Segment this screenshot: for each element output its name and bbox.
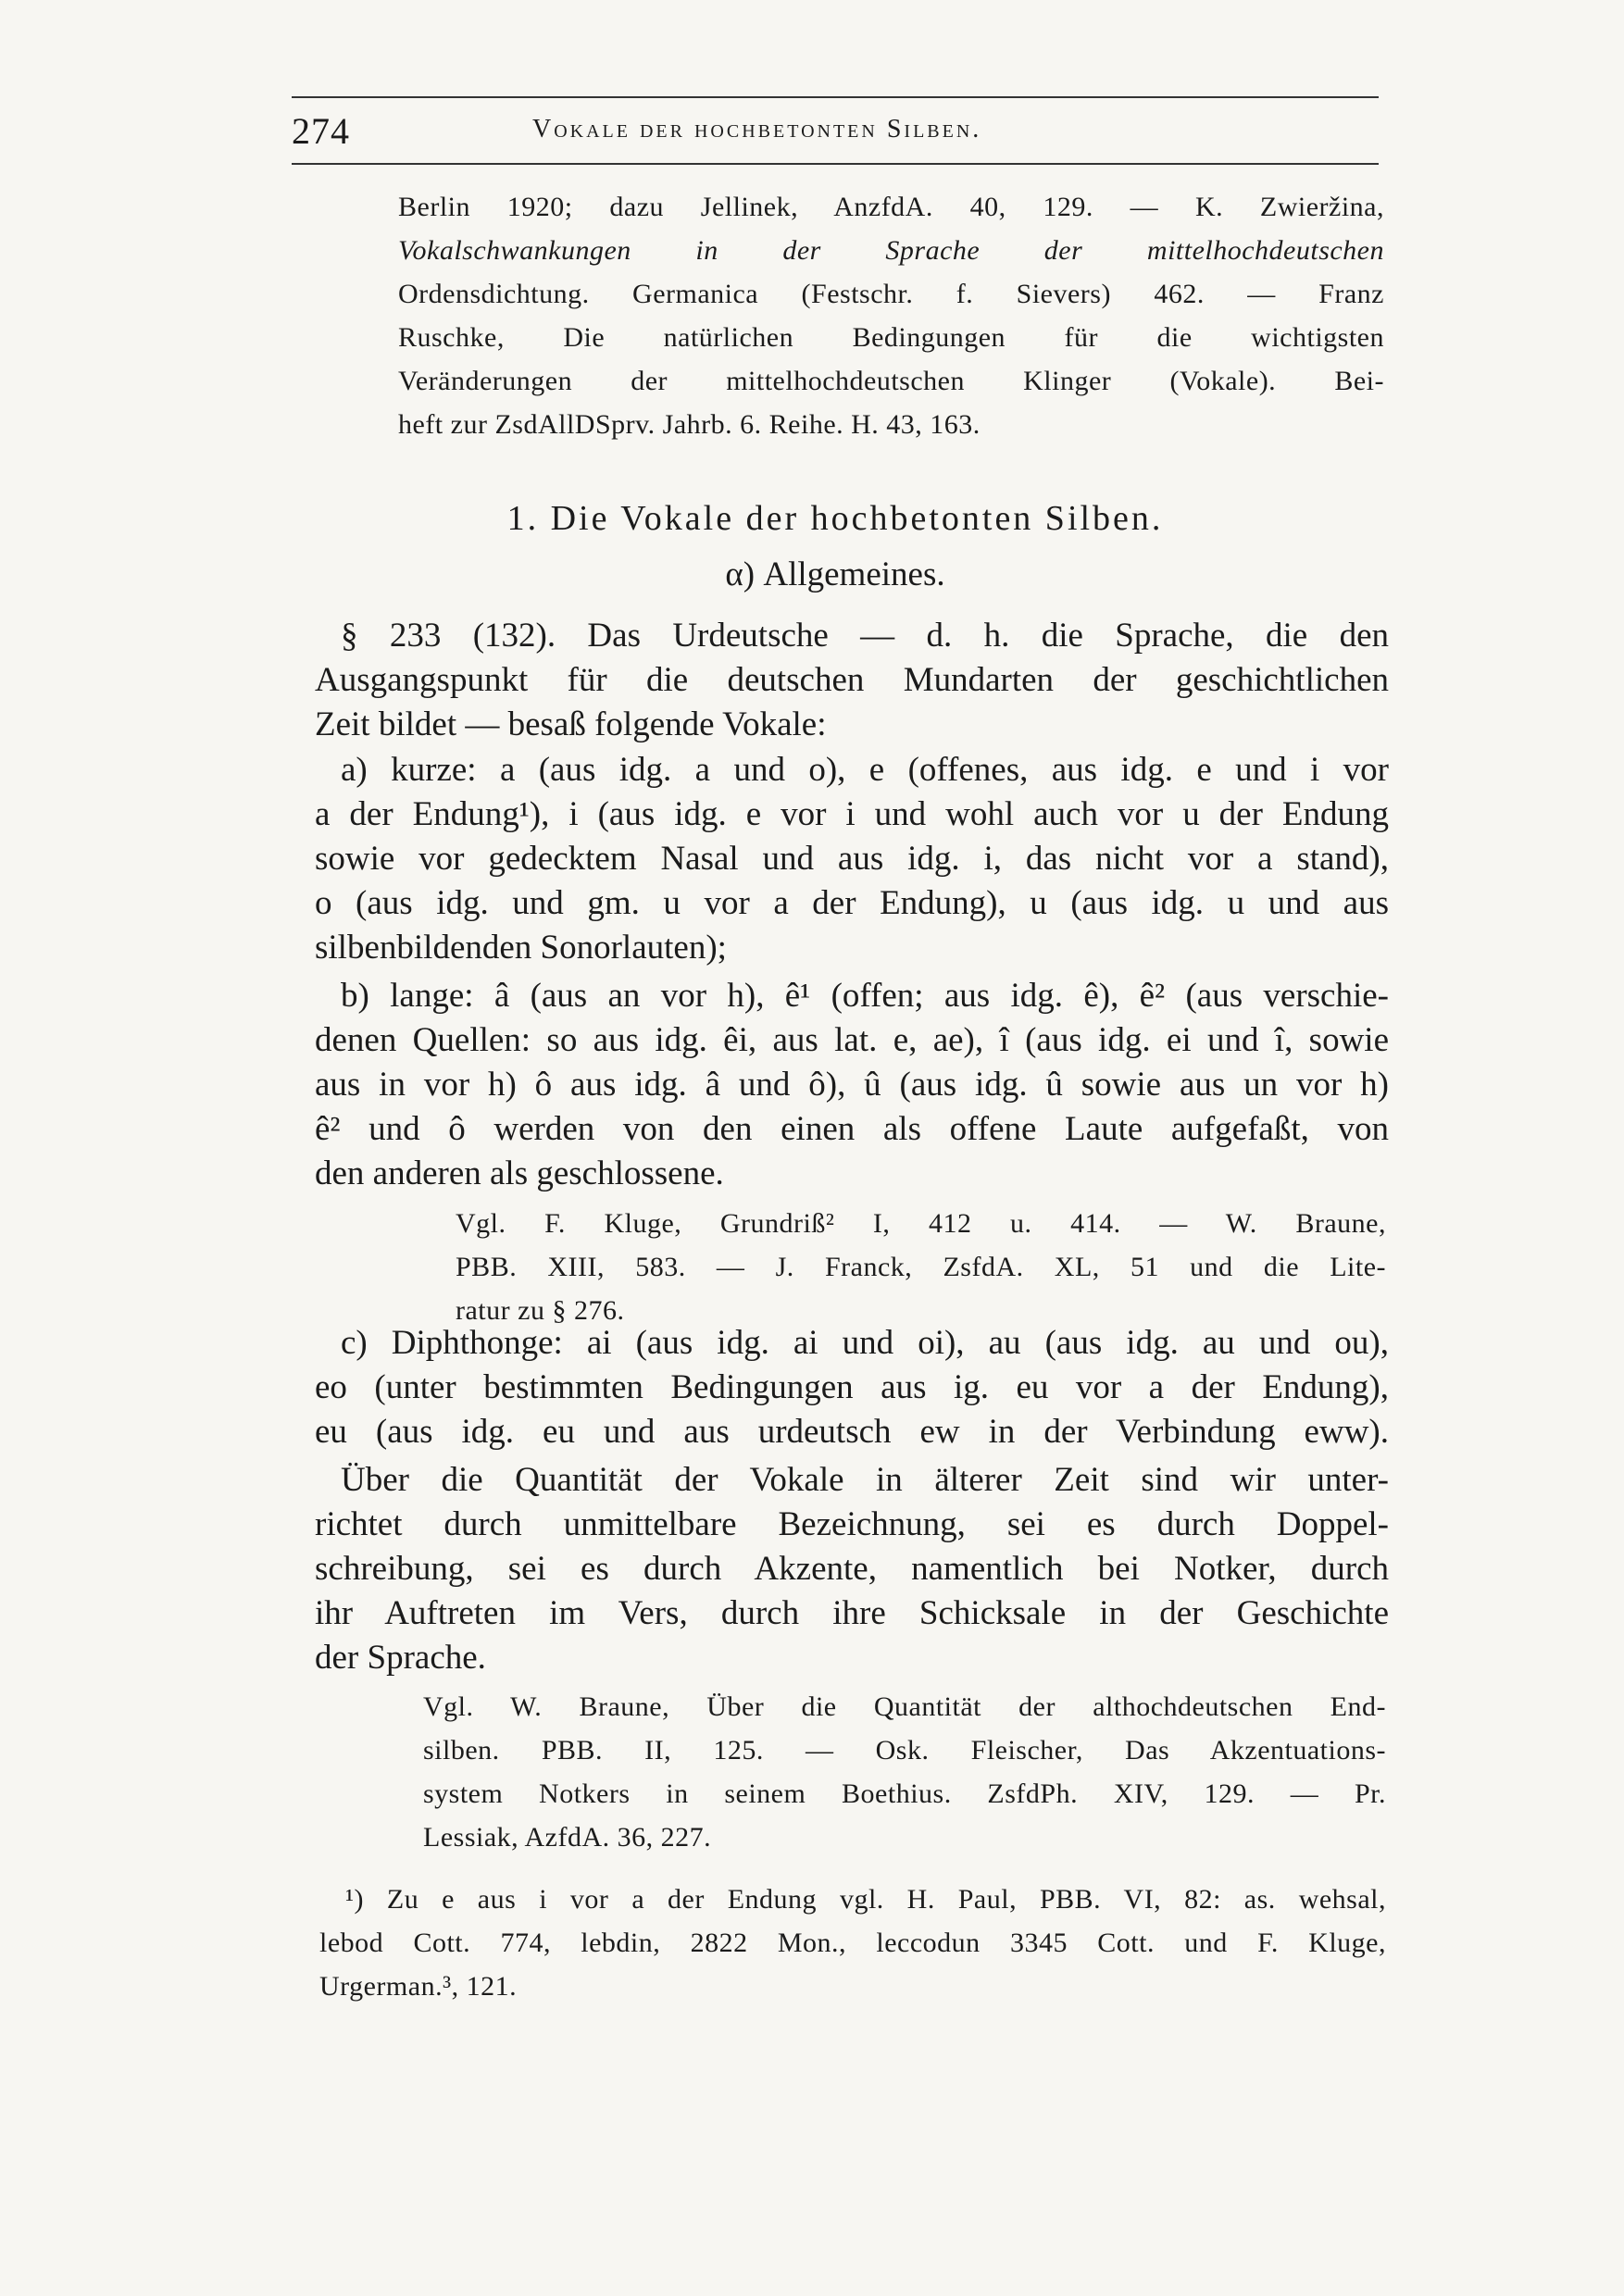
item-c-diphthongs [315,1321,1389,1454]
text-line: aus in vor h) ô aus idg. â und ô), û (aus idg. û sowie aus un vor h) [315,1066,1389,1104]
text-line: Vgl. F. Kluge, Grundriß² I, 412 u. 414. — W. Braune, [456,1208,1386,1239]
header-bottom-rule [292,163,1379,165]
text-line: Über die Quantität der Vokale in älterer Zeit sind wir unter- [341,1461,1389,1499]
text-line: a der Endung¹), i (aus idg. e vor i und wohl auch vor u der Endung [315,795,1389,833]
text-line: system Notkers in seinem Boethius. ZsfdPh. XIV, 129. — Pr. [423,1778,1386,1809]
text-line: PBB. XIII, 583. — J. Franck, ZsfdA. XL, 51 und die Lite- [456,1252,1386,1282]
item-a-short-vowels [315,748,1389,970]
note-kluge-braune [456,1202,1386,1332]
item-b-long-vowels [315,974,1389,1196]
note-braune-fleischer [423,1685,1386,1859]
running-header [292,104,1379,159]
running-title: Vokale der hochbetonten Silben. [532,115,982,144]
text-line: ê² und ô werden von den einen als offene Laute aufgefaßt, von [315,1110,1389,1148]
text-line: o (aus idg. und gm. u vor a der Endung), u (aus idg. u und aus [315,884,1389,922]
subsection-heading: α) Allgemeines. [725,555,945,593]
paragraph-233 [315,614,1389,747]
text-line: Ordensdichtung. Germanica (Festschr. f. Sievers) 462. — Franz [398,279,1384,309]
text-line: der Sprache. [315,1639,486,1677]
text-line: richtet durch unmittelbare Bezeichnung, sei es durch Doppel- [315,1505,1389,1543]
text-line: Veränderungen der mittelhochdeutschen Klinger (Vokale). Bei- [398,366,1384,396]
text-line: denen Quellen: so aus idg. êi, aus lat. e, ae), î (aus idg. ei und î, sowie [315,1021,1389,1059]
text-line: c) Diphthonge: ai (aus idg. ai und oi), au (aus idg. au und ou), [341,1324,1389,1362]
header-top-rule [292,96,1379,98]
text-line: Vgl. W. Braune, Über die Quantität der althochdeutschen End- [423,1691,1386,1722]
text-line: sowie vor gedecktem Nasal und aus idg. i, das nicht vor a stand), [315,840,1389,878]
text-line: Berlin 1920; dazu Jellinek, AnzfdA. 40, 129. — K. Zwieržina, [398,192,1384,222]
text-line: silbenbildenden Sonorlauten); [315,929,727,967]
text-line: eo (unter bestimmten Bedingungen aus ig. eu vor a der Endung), [315,1368,1389,1406]
paragraph-quantity [315,1458,1389,1680]
text-line: ratur zu § 276. [456,1295,625,1326]
text-line: a) kurze: a (aus idg. a und o), e (offenes, aus idg. e und i vor [341,751,1389,789]
text-line: silben. PBB. II, 125. — Osk. Fleischer, Das Akzentuations- [423,1735,1386,1766]
text-line: Ausgangspunkt für die deutschen Mundarten der geschichtlichen [315,661,1389,699]
text-line: lebod Cott. 774, lebdin, 2822 Mon., leccodun 3345 Cott. und F. Kluge, [319,1928,1386,1958]
text-line: heft zur ZsdAllDSprv. Jahrb. 6. Reihe. H. 43, 163. [398,409,981,440]
text-line: Urgerman.³, 121. [319,1971,518,2002]
text-line: ¹) Zu e aus i vor a der Endung vgl. H. Paul, PBB. VI, 82: as. wehsal, [345,1884,1386,1915]
section-heading: 1. Die Vokale der hochbetonten Silben. [506,499,1164,538]
text-line: Zeit bildet — besaß folgende Vokale: [315,705,827,743]
page-number: 274 [292,110,350,152]
footnote [319,1878,1386,2008]
text-line: Vokalschwankungen in der Sprache der mittelhochdeutschen [398,235,1384,266]
text-line: § 233 (132). Das Urdeutsche — d. h. die Sprache, die den [341,617,1389,655]
bibliography-block [398,185,1384,446]
text-line: Lessiak, AzfdA. 36, 227. [423,1822,712,1853]
text-line: b) lange: â (aus an vor h), ê¹ (offen; aus idg. ê), ê² (aus verschie- [341,977,1389,1015]
text-line: den anderen als geschlossene. [315,1154,724,1192]
text-line: Ruschke, Die natürlichen Bedingungen für die wichtigsten [398,322,1384,353]
text-line: eu (aus idg. eu und aus urdeutsch ew in der Verbindung eww). [315,1413,1389,1451]
text-line: schreibung, sei es durch Akzente, namentlich bei Notker, durch [315,1550,1389,1588]
text-line: ihr Auftreten im Vers, durch ihre Schicksale in der Geschichte [315,1594,1389,1632]
